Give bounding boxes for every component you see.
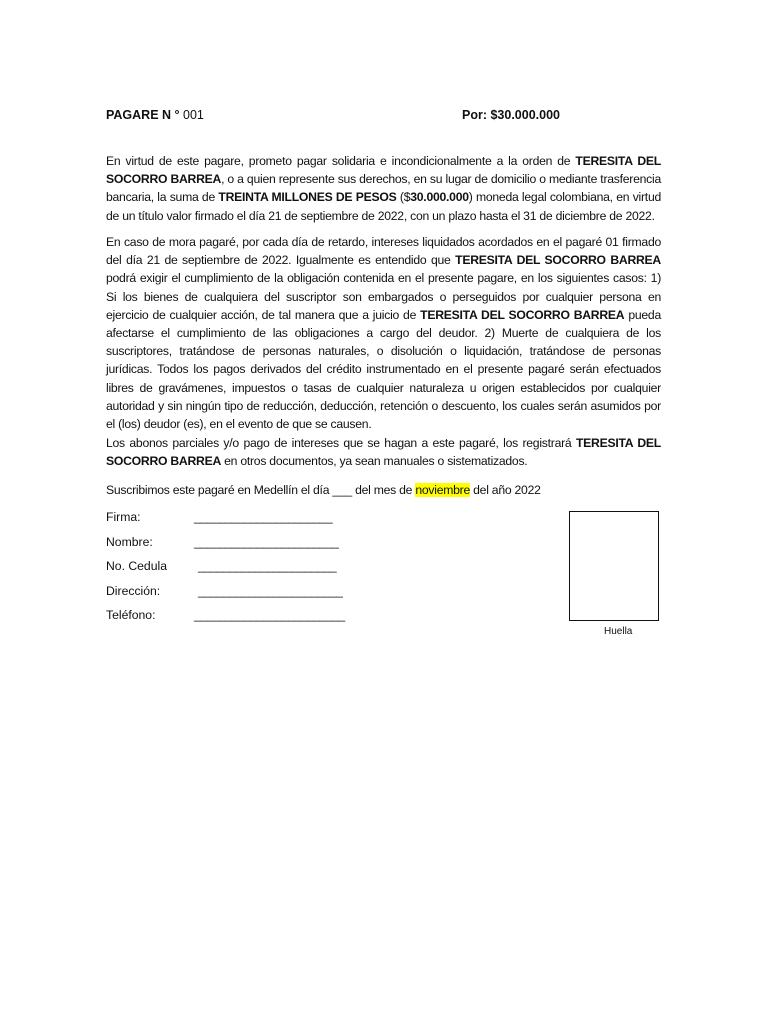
nombre-label: Nombre: bbox=[106, 535, 153, 549]
pagare-number: 001 bbox=[183, 108, 204, 122]
fingerprint-box bbox=[569, 511, 659, 621]
text: ($ bbox=[396, 190, 411, 205]
direccion-label: Dirección: bbox=[106, 584, 161, 598]
telefono-label: Teléfono: bbox=[106, 608, 156, 622]
text: Los abonos parciales y/o pago de intereses que se hagan a este pagaré, los registrará bbox=[106, 436, 576, 450]
firma-row bbox=[106, 510, 366, 528]
telefono-row bbox=[106, 608, 366, 626]
cedula-line[interactable]: ______________________ bbox=[198, 559, 337, 573]
amount-in-words: TREINTA MILLONES DE PESOS bbox=[218, 190, 397, 205]
pagare-amount: Por: $30.000.000 bbox=[462, 108, 560, 122]
paragraph-promise bbox=[106, 152, 661, 225]
creditor-name: TERESITA DEL SOCORRO BARREA bbox=[455, 253, 661, 268]
amount-in-numbers: 30.000.000 bbox=[410, 190, 469, 205]
text: podrá exigir el cumplimiento de la obligación contenida en el presente pagare, en los siguientes casos: 1) Si los bienes de cualquiera del suscriptor son embargados o perseguidos por cualquier persona en ejercicio de cualquier acción, de tal manera que a juicio de bbox=[106, 271, 661, 322]
fingerprint-label: Huella bbox=[604, 626, 633, 637]
creditor-name: TERESITA DEL SOCORRO BARREA bbox=[106, 154, 662, 187]
paragraph-signing-date bbox=[106, 481, 661, 499]
text: en otros documentos, ya sean manuales o sistematizados. bbox=[221, 454, 528, 469]
direccion-line[interactable]: _______________________ bbox=[198, 584, 343, 598]
creditor-name: TERESITA DEL SOCORRO BARREA bbox=[106, 436, 661, 469]
pagare-number-heading bbox=[106, 108, 204, 122]
paragraph-partial-payments bbox=[106, 434, 661, 470]
pagare-label: PAGARE N ° bbox=[106, 108, 183, 122]
nombre-line[interactable]: _______________________ bbox=[194, 535, 339, 549]
cedula-label: No. Cedula bbox=[106, 559, 167, 573]
text: , o a quien represente sus derechos, en su lugar de domicilio o mediante trasferencia bancaria, la suma de bbox=[106, 172, 661, 205]
paragraph-default-conditions bbox=[106, 233, 661, 433]
cedula-row bbox=[106, 559, 366, 577]
text: ) moneda legal colombiana, en virtud de un título valor firmado el día 21 de septiembre de 2022, con un plazo hasta el 31 de diciembre de 2022. bbox=[106, 190, 661, 223]
direccion-row bbox=[106, 584, 366, 602]
creditor-name: TERESITA DEL SOCORRO BARREA bbox=[420, 307, 625, 322]
text: pueda afectarse el cumplimiento de las obligaciones a cargo del deudor. 2) Muerte de cualquiera de los suscriptores, tratándose de personas naturales, o disolución o liquidación, tratándose de personas jurídicas. Todos los pagos derivados del crédito instrumentado en el presente pagaré serán efectuados libres de gravámenes, impuestos o tasas de cualquier naturaleza u origen establecidos por cualquier autoridad y sin ningún tipo de reducción, deducción, retención o descuento, los cuales serán asumidos por el (los) deudor (es), en el evento de que se causen. bbox=[106, 307, 661, 432]
firma-line[interactable]: ______________________ bbox=[194, 510, 333, 524]
text: En caso de mora pagaré, por cada día de retardo, intereses liquidados acordados en el pagaré 01 firmado del día 21 de septiembre de 2022. Igualmente es entendido que bbox=[106, 235, 661, 268]
nombre-row bbox=[106, 535, 366, 553]
highlighted-month: noviembre bbox=[415, 483, 470, 497]
firma-label: Firma: bbox=[106, 510, 141, 524]
text: En virtud de este pagare, prometo pagar solidaria e incondicionalmente a la orden de bbox=[106, 154, 576, 168]
telefono-line[interactable]: ________________________ bbox=[194, 608, 345, 622]
text: del año 2022 bbox=[470, 483, 541, 497]
text: Suscribimos este pagaré en Medellín el día ___ del mes de bbox=[106, 483, 416, 497]
